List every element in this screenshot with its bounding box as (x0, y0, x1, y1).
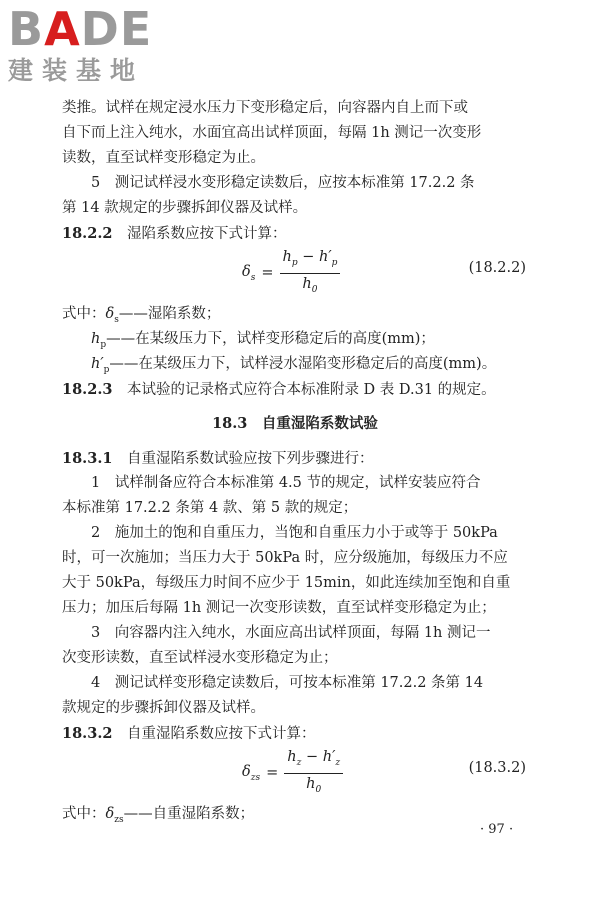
step-5-line: 第 14 款规定的步骤拆卸仪器及试样。 (62, 200, 308, 216)
formula-lhs: $\delta_{zs}$ (242, 763, 261, 783)
step-4-line: 4 测记试样变形稳定读数后，可按本标准第 17.2.2 条第 14 (91, 675, 484, 691)
logo-letter-b: B (8, 2, 45, 56)
section-heading: 18.3 自重湿陷系数试验 (212, 415, 378, 432)
formula-18-3-2: $\delta_{zs}$ = $\frac{h_z - h'_z}{h_0}$ (18.3.2) (62, 750, 528, 796)
where-line: $h_p——$在某级压力下，试样变形稳定后的高度(mm)； (91, 331, 435, 350)
step-2-line: 大于 50kPa，每级压力时间不应少于 15min，如此连续加至饱和自重 (62, 575, 511, 591)
step-1-line: 1 试样制备应符合本标准第 4.5 节的规定，试样安装应符合 (91, 475, 481, 491)
page-body (62, 96, 528, 827)
clause-text: 自重湿陷系数应按下式计算： (126, 726, 316, 742)
step-1-line: 本标准第 17.2.2 条第 4 款、第 5 款的规定； (62, 500, 358, 516)
logo-letter-a: A (44, 2, 81, 56)
equation-number: (18.3.2) (468, 760, 526, 776)
formula-numerator: $h_p - h'_p$ (280, 247, 341, 274)
formula-fraction (284, 747, 343, 800)
clause-18-2-2 (62, 221, 528, 246)
step-4-line: 款规定的步骤拆卸仪器及试样。 (62, 700, 265, 716)
step-5-line: 5 测记试样浸水变形稳定读数后，应按本标准第 17.2.2 条 (91, 175, 475, 191)
step-3-line: 3 向容器内注入纯水，水面应高出试样顶面，每隔 1h 测记一 (91, 625, 491, 641)
formula-18-2-2: $\delta_s$ = $\frac{h_p - h'_p}{h_0}$ (18.2.2) (62, 250, 528, 296)
logo-letters-de: DE (80, 2, 153, 56)
clause-number: 18.2.2 (62, 225, 113, 242)
formula-fraction (280, 247, 341, 300)
step-2-line: 压力；加压后每隔 1h 测记一次变形读数，直至试样变形稳定为止； (62, 600, 496, 616)
where-line: $h'_p——$在某级压力下，试样浸水湿陷变形稳定后的高度(mm)。 (91, 356, 497, 375)
clause-18-3-2 (62, 721, 528, 746)
step-2-line: 时，可一次施加；当压力大于 50kPa 时，应分级施加，每级压力不应 (62, 550, 508, 566)
paragraph-line: 类推。试样在规定浸水压力下变形稳定后，向容器内自上而下或 (62, 100, 468, 116)
step-3-line: 次变形读数，直至试样浸水变形稳定为止； (62, 650, 338, 666)
equation-number: (18.2.2) (468, 260, 526, 276)
clause-18-2-3 (62, 377, 528, 402)
logo-chinese: 建装基地 (8, 56, 145, 85)
bade-logo (8, 4, 183, 86)
formula-denominator: $h_0$ (306, 775, 322, 795)
paragraph-line: 读数，直至试样变形稳定为止。 (62, 150, 265, 166)
clause-text: 湿陷系数应按下式计算： (126, 226, 287, 242)
step-2-line: 2 施加土的饱和自重压力，当饱和自重压力小于或等于 50kPa (91, 525, 498, 541)
clause-text: 自重湿陷系数试验应按下列步骤进行： (126, 451, 374, 467)
logo-wordmark (8, 4, 183, 54)
where-line: 式中：$\delta_{zs}——$自重湿陷系数； (62, 806, 255, 825)
clause-number: 18.3.2 (62, 725, 113, 742)
where-line: 式中：$\delta_s——$湿陷系数； (62, 306, 221, 325)
clause-number: 18.3.1 (62, 450, 113, 467)
formula-lhs: $\delta_s$ (242, 263, 256, 283)
clause-text: 本试验的记录格式应符合本标准附录 D 表 D.31 的规定。 (126, 382, 496, 398)
clause-number: 18.2.3 (62, 381, 113, 398)
formula-denominator: $h_0$ (302, 275, 318, 295)
formula-numerator: $h_z - h'_z$ (284, 747, 343, 774)
paragraph-line: 自下而上注入纯水，水面宜高出试样顶面，每隔 1h 测记一次变形 (62, 125, 482, 141)
page-number: · 97 · (480, 822, 514, 837)
clause-18-3-1 (62, 446, 528, 471)
